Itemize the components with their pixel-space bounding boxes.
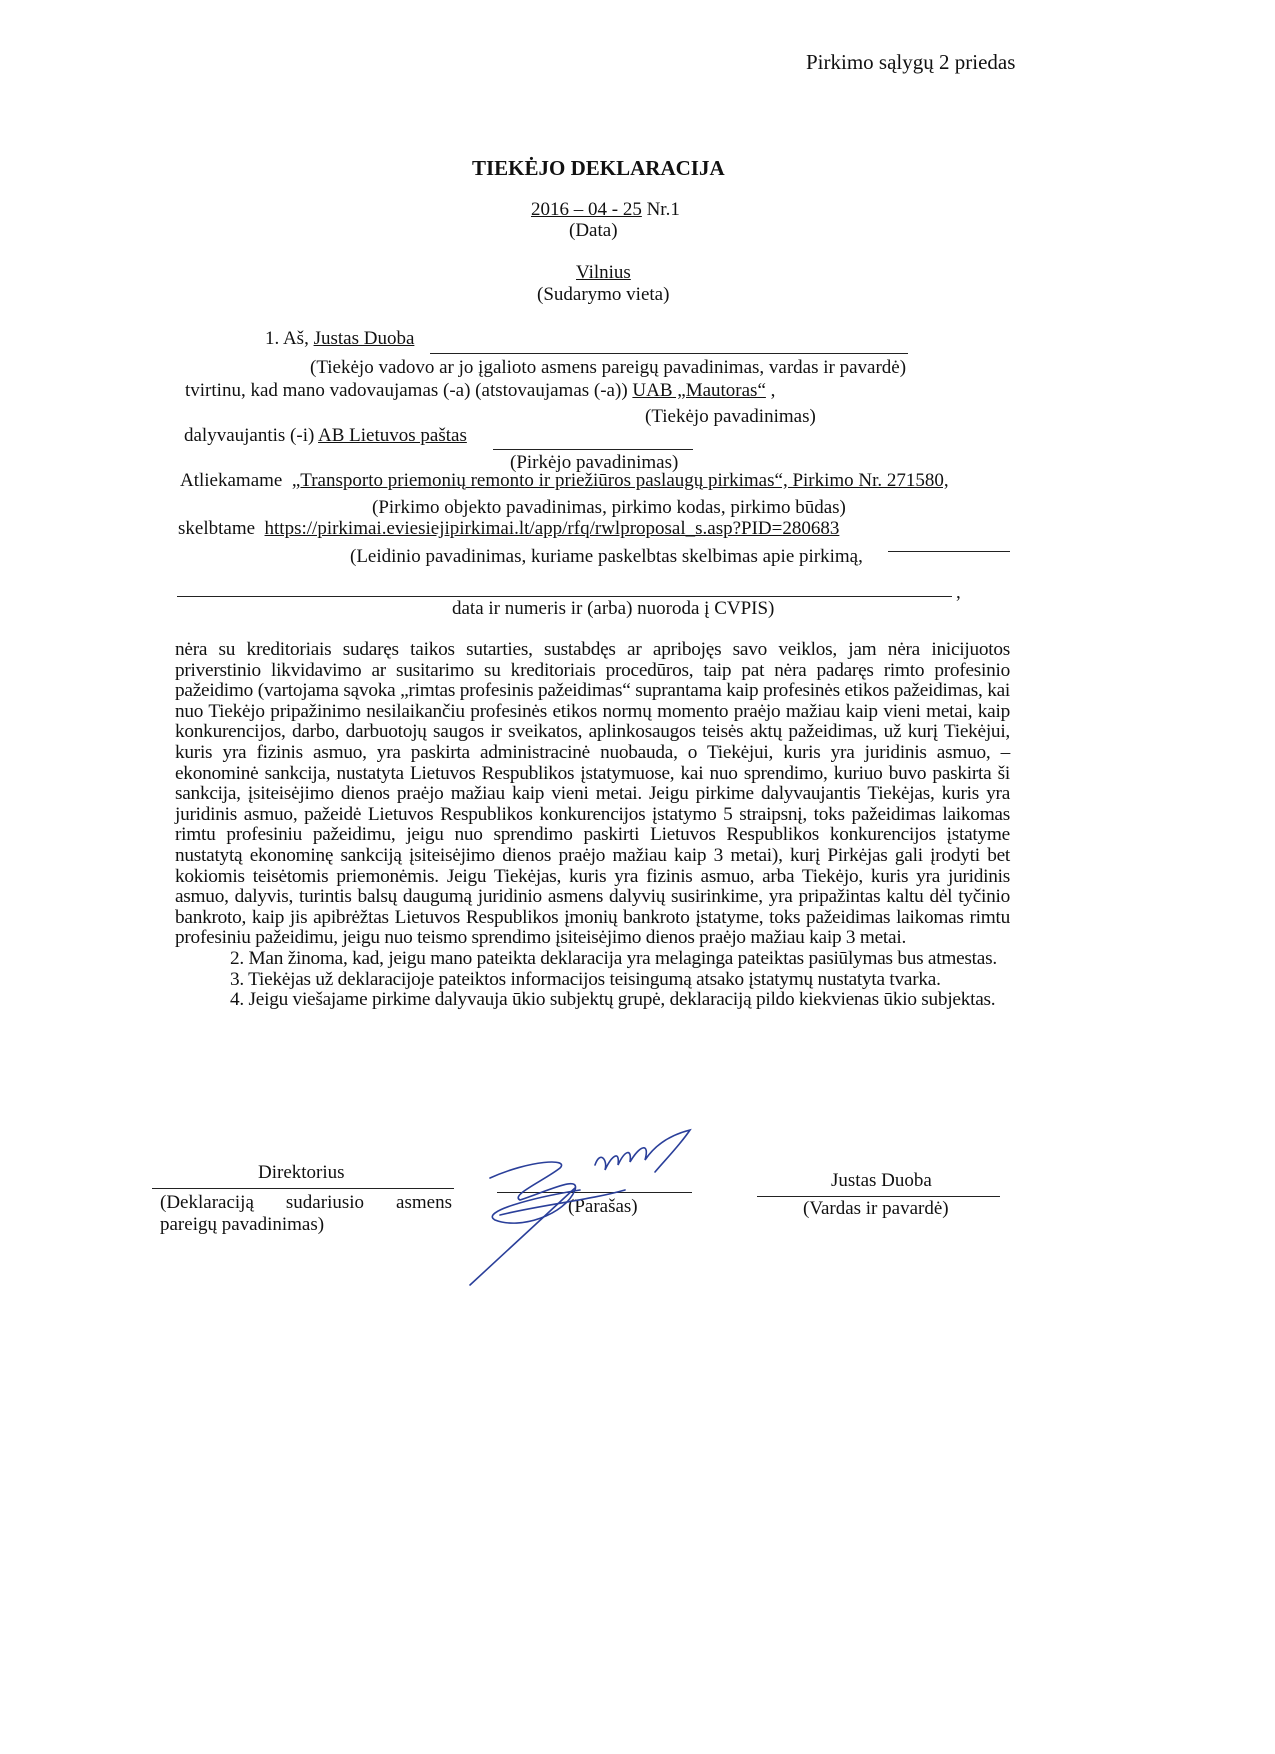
performing-text: Atliekamame — [180, 470, 283, 491]
comma: , — [956, 582, 961, 603]
paragraph-4: 4. Jeigu viešajame pirkime dalyvauja ūkio subjektų grupė, deklaraciją pildo kiekvienas ūkio subjektas. — [230, 989, 996, 1011]
date-line — [531, 199, 680, 221]
date-value: 2016 – 04 - 25 — [531, 199, 642, 220]
confirm-text: tvirtinu, kad mano vadovaujamas (-a) (atstovaujamas (-a)) — [185, 380, 628, 401]
representative-value: Justas Duoba — [313, 328, 415, 349]
position-value: Direktorius — [258, 1162, 345, 1183]
name-caption: (Vardas ir pavardė) — [803, 1198, 949, 1219]
buyer-caption: (Pirkėjo pavadinimas) — [510, 452, 679, 473]
paragraph-1: nėra su kreditoriais sudaręs taikos sutarties, sustabdęs ar apribojęs savo veiklos, jam nėra inicijuotos priverstinio likvidavimo ar susitarimo su kreditoriais procedūros, taip pat nėra padaręs rimto profesinio pažeidimo (vartojama sąvoka „rimtas profesinis pažeidimas“ suprantama kaip profesinės etikos pažeidimas, kai nuo Tiekėjo pripažinimo nesilaikančiu profesinės etikos normų momento praėjo mažiau kaip vieni metai, kaip konkurencijos, darbo, darbuotojų saugos ir sveikatos, aplinkosaugos teisės aktų pažeidimas, už kurį Tiekėjui, kuris yra fizinis asmuo, yra paskirta administracinė nuobauda, o Tiekėjui, kuris yra juridinis asmuo, – ekonominė sankcija, nustatyta Lietuvos Respublikos įstatymuose, kai nuo sprendimo, kuriuo buvo paskirta ši sankcija, įsiteisėjimo dienos praėjo mažiau kaip vieni metai. Jeigu pirkime dalyvaujantis Tiekėjas, kuris yra juridinis asmuo, pažeidė Lietuvos Respublikos konkurencijos įstatymo 5 straipsnį, toks pažeidimas laikomas rimtu profesiniu pažeidimu, jeigu nuo sprendimo paskirti Lietuvos Respublikos konkurencijos įstatyme nustatytą ekonominę sankciją įsiteisėjimo dienos praėjo mažiau kaip 3 metai), kurį Pirkėjas gali įrodyti bet kokiomis teisėtomis priemonėmis. Jeigu Tiekėjas, kuris yra fizinis asmuo, arba Tiekėjo, kuris yra juridinis asmuo, dalyvis, turintis balsų daugumą juridinio asmens dalyvių susirinkime, yra pripažintas kaltu dėl tyčinio bankroto, kaip jis apibrėžtas Lietuvos Respublikos įmonių bankroto įstatyme, toks pažeidimas laikomas rimtu profesiniu pažeidimu, jeigu nuo teismo sprendimo įsiteisėjimo dienos praėjo mažiau kaip 3 metai. — [175, 639, 1010, 949]
representative-underline — [430, 353, 908, 354]
url-underline — [888, 551, 1010, 552]
position-underline — [152, 1188, 454, 1189]
publication-caption-2: data ir numeris ir (arba) nuoroda į CVPIS) — [452, 598, 775, 619]
publication-caption-1: (Leidinio pavadinimas, kuriame paskelbtas skelbimas apie pirkimą, — [350, 546, 863, 567]
item1-prefix: 1. Aš, — [265, 328, 309, 349]
position-caption: (Deklaraciją sudariusio asmens pareigų pavadinimas) — [160, 1192, 452, 1235]
name-underline — [757, 1196, 1000, 1197]
procurement-line — [180, 470, 949, 492]
buyer-line — [184, 425, 467, 447]
representative-line — [265, 328, 414, 350]
supplier-value: UAB „Mautoras“ — [632, 380, 766, 401]
buyer-value: AB Lietuvos paštas — [318, 425, 467, 446]
publication-url[interactable]: https://pirkimai.eviesiejipirkimai.lt/app/rfq/rwlproposal_s.asp?PID=280683 — [264, 518, 840, 539]
published-text: skelbtame — [178, 518, 256, 539]
date-number: Nr.1 — [646, 199, 680, 220]
place-caption: (Sudarymo vieta) — [537, 284, 670, 305]
handwritten-signature — [450, 1120, 720, 1300]
publication-line — [178, 518, 839, 540]
declaration-body — [175, 640, 1010, 1011]
supplier-caption: (Tiekėjo pavadinimas) — [645, 406, 816, 427]
signature-caption: (Parašas) — [568, 1196, 638, 1217]
annex-label: Pirkimo sąlygų 2 priedas — [806, 50, 1016, 74]
place-value: Vilnius — [576, 262, 631, 283]
date-caption: (Data) — [569, 220, 618, 241]
supplier-line: tvirtinu, kad mano vadovaujamas (-a) (atstovaujamas (-a)) UAB „Mautoras“ , — [185, 380, 776, 401]
procurement-caption: (Pirkimo objekto pavadinimas, pirkimo kodas, pirkimo būdas) — [372, 497, 846, 518]
page-title: TIEKĖJO DEKLARACIJA — [472, 156, 725, 180]
paragraph-2: 2. Man žinoma, kad, jeigu mano pateikta deklaracija yra melaginga pateiktas pasiūlymas bus atmestas. — [230, 947, 997, 969]
name-value: Justas Duoba — [831, 1170, 932, 1191]
participating-text: dalyvaujantis (-i) — [184, 425, 315, 446]
publication-blank-line — [177, 596, 952, 597]
buyer-underline — [493, 449, 693, 450]
representative-caption: (Tiekėjo vadovo ar jo įgalioto asmens pareigų pavadinimas, vardas ir pavardė) — [310, 357, 907, 378]
procurement-value: „Transporto priemonių remonto ir priežiūros paslaugų pirkimas“, Pirkimo Nr. 271580, — [291, 470, 949, 491]
paragraph-3: 3. Tiekėjas už deklaracijoje pateiktos informacijos teisingumą atsako įstatymų nustatyta tvarka. — [230, 968, 941, 990]
